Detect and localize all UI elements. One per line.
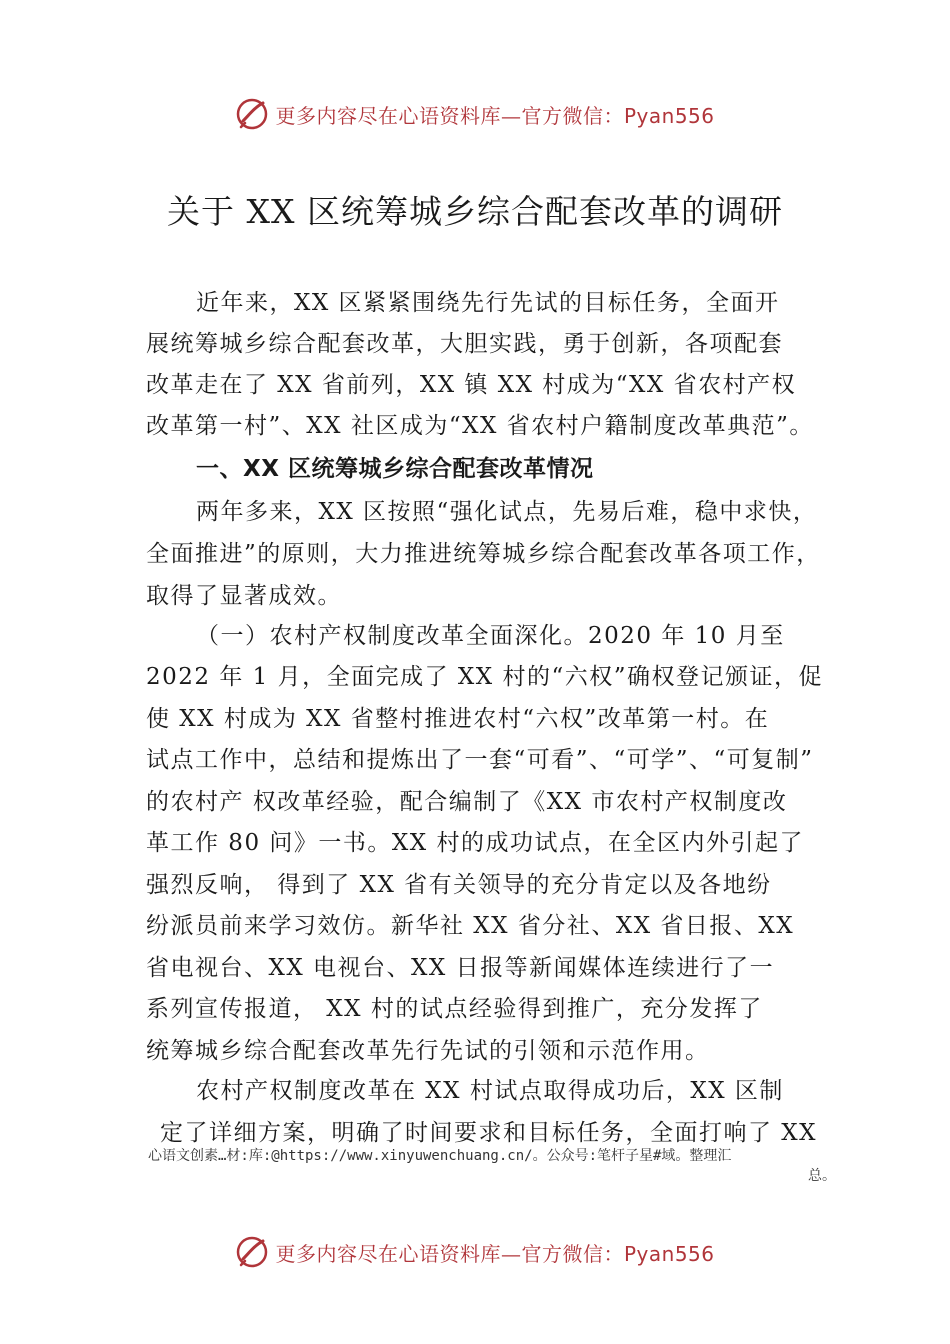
- footer-banner: [0, 1232, 950, 1272]
- banner-text: 更多内容尽在心语资料库—官方微信：Pyan556: [275, 103, 715, 128]
- paragraph-line: 使 XX 村成为 XX 省整村推进农村“六权”改革第一村。在: [146, 706, 770, 732]
- paragraph-line: 系列宣传报道， XX 村的试点经验得到推广，充分发挥了: [146, 996, 763, 1022]
- paragraph-line: 的农村产 权改革经验，配合编制了《XX 市农村产权制度改: [146, 789, 788, 815]
- paragraph-line: 革工作 80 问》一书。XX 村的成功试点，在全区内外引起了: [146, 830, 804, 856]
- paragraph-line: 强烈反响， 得到了 XX 省有关领导的充分肯定以及各地纷: [146, 872, 772, 898]
- paragraph-line: 展统筹城乡综合配套改革，大胆实践，勇于创新，各项配套: [146, 331, 783, 357]
- paragraph-line: 两年多来，XX 区按照“强化试点，先易后难，稳中求快，: [196, 499, 818, 525]
- banner-text: 更多内容尽在心语资料库—官方微信：Pyan556: [275, 1241, 715, 1266]
- paragraph-line: （一）农村产权制度改革全面深化。2020 年 10 月至: [196, 623, 785, 649]
- paragraph-line: 省电视台、XX 电视台、XX 日报等新闻媒体连续进行了一: [146, 955, 775, 981]
- footer-source-line: 总。: [808, 1168, 836, 1184]
- paragraph-line: 纷派员前来学习效仿。新华社 XX 省分社、XX 省日报、XX: [146, 913, 795, 939]
- paragraph-line: 改革第一村”、XX 社区成为“XX 省农村户籍制度改革典范”。: [146, 413, 814, 439]
- paragraph-line: 取得了显著成效。: [146, 583, 342, 609]
- brush-logo-icon: [235, 1235, 269, 1269]
- paragraph-line: 定了详细方案，明确了时间要求和目标任务，全面打响了 XX: [160, 1120, 818, 1146]
- footer-source-line: 心语文创素…材:库:@https://www.xinyuwenchuang.cn/。公众号:笔杆子星#域。整理汇: [148, 1148, 732, 1164]
- document-title: 关于 XX 区统筹城乡综合配套改革的调研: [167, 192, 783, 231]
- paragraph-line: 近年来，XX 区紧紧围绕先行先试的目标任务，全面开: [196, 290, 780, 316]
- paragraph-line: 2022 年 1 月，全面完成了 XX 村的“六权”确权登记颁证，促: [146, 664, 823, 690]
- section-heading: 一、XX 区统筹城乡综合配套改革情况: [196, 456, 594, 482]
- brush-logo-icon: [235, 97, 269, 131]
- paragraph-line: 试点工作中，总结和提炼出了一套“可看”、“可学”、“可复制”: [146, 747, 814, 773]
- paragraph-line: 农村产权制度改革在 XX 村试点取得成功后，XX 区制: [196, 1078, 784, 1104]
- paragraph-line: 改革走在了 XX 省前列，XX 镇 XX 村成为“XX 省农村产权: [146, 372, 797, 398]
- header-banner: [0, 94, 950, 134]
- paragraph-line: 全面推进”的原则，大力推进统筹城乡综合配套改革各项工作，: [146, 541, 821, 567]
- paragraph-line: 统筹城乡综合配套改革先行先试的引领和示范作用。: [146, 1038, 710, 1064]
